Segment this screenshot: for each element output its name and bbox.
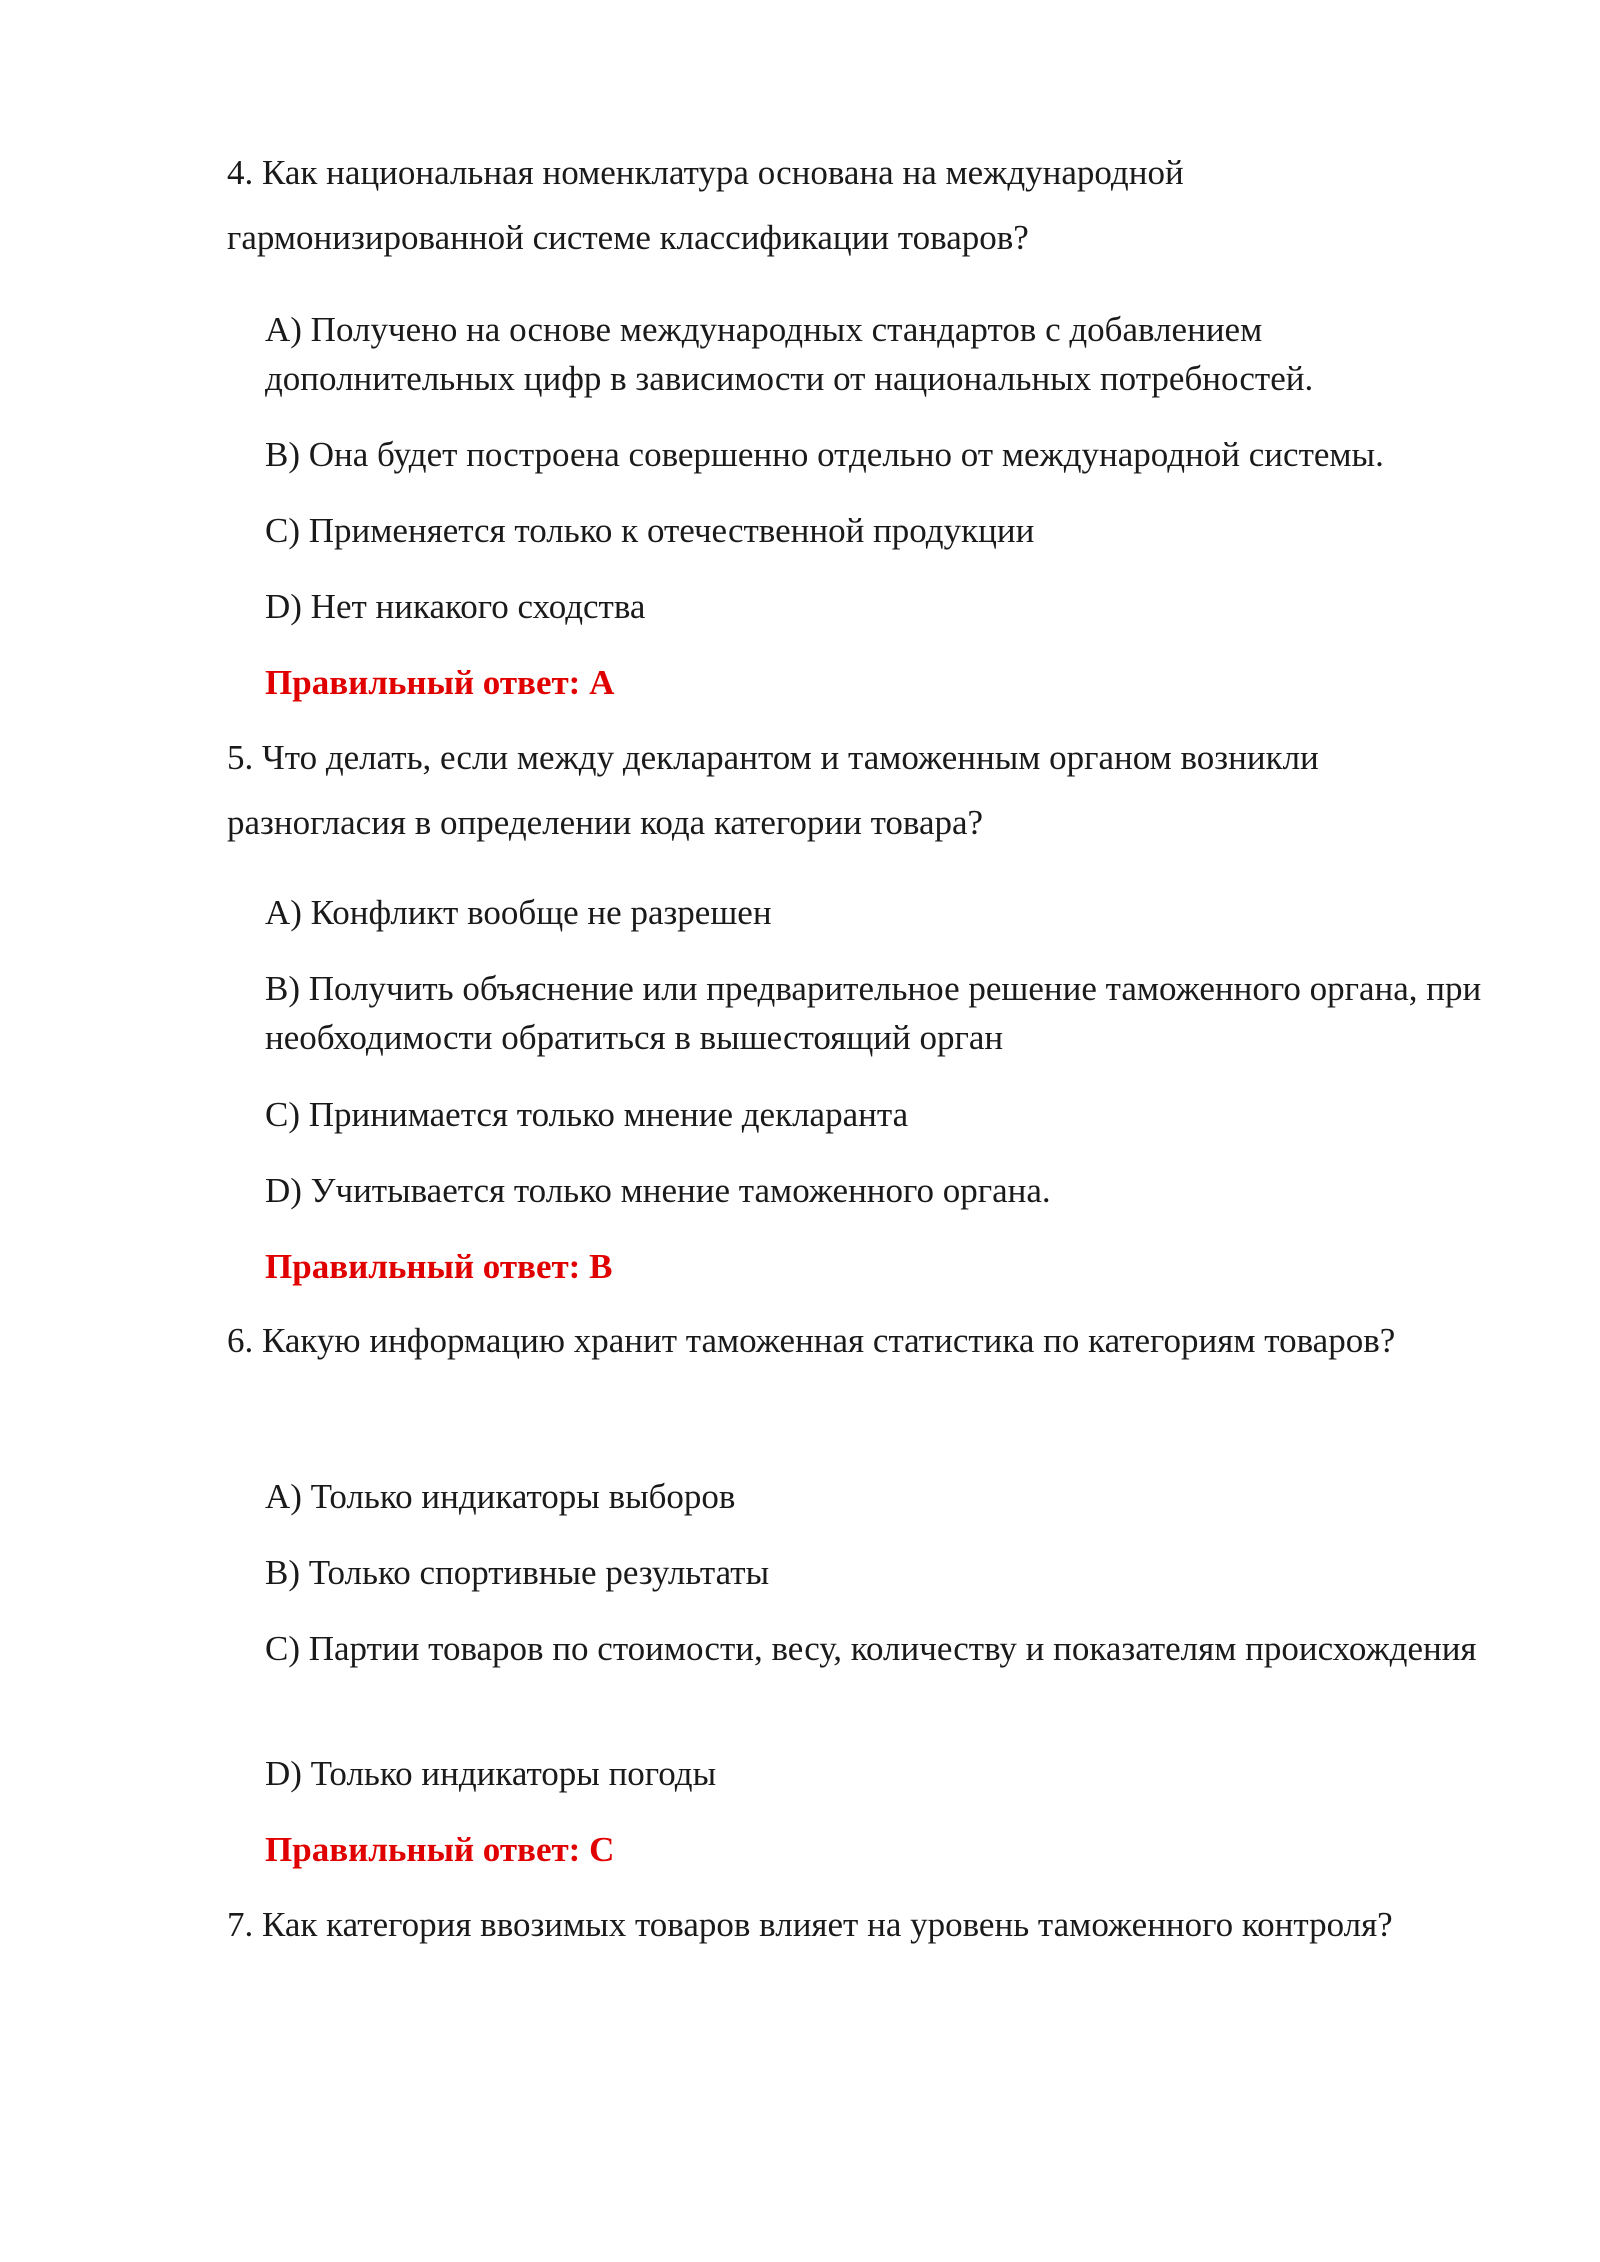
question-5-text: 5. Что делать, если между декларантом и таможенным органом возникли разногласия в определении кода категории товара?	[227, 738, 1319, 842]
question-4-correct-answer: Правильный ответ: A	[265, 663, 615, 702]
question-6-option-a: A) Только индикаторы выборов	[265, 1477, 736, 1516]
question-4-option-a: A) Получено на основе международных стандартов с добавлением дополнительных цифр в зависимости от национальных потребностей.	[265, 310, 1314, 398]
question-4-text: 4. Как национальная номенклатура основана на международной гармонизированной системе классификации товаров?	[227, 153, 1184, 257]
question-4-option-d: D) Нет никакого сходства	[265, 587, 646, 626]
question-4-option-b: B) Она будет построена совершенно отдельно от международной системы.	[265, 435, 1384, 474]
question-6-correct-answer: Правильный ответ: C	[265, 1830, 615, 1869]
question-6-text: 6. Какую информацию хранит таможенная статистика по категориям товаров?	[227, 1321, 1396, 1360]
question-6-option-c: C) Партии товаров по стоимости, весу, количеству и показателям происхождения	[265, 1629, 1477, 1668]
question-4-option-c: C) Применяется только к отечественной продукции	[265, 511, 1035, 550]
question-6-option-d: D) Только индикаторы погоды	[265, 1754, 717, 1793]
question-5-correct-answer: Правильный ответ: B	[265, 1247, 613, 1286]
question-5-option-a: A) Конфликт вообще не разрешен	[265, 893, 772, 932]
question-6-option-b: B) Только спортивные результаты	[265, 1553, 770, 1592]
question-5-option-b: B) Получить объяснение или предварительное решение таможенного органа, при необходимости обратиться в вышестоящий орган	[265, 969, 1482, 1057]
question-5-option-d: D) Учитывается только мнение таможенного органа.	[265, 1171, 1051, 1210]
question-7-text: 7. Как категория ввозимых товаров влияет на уровень таможенного контроля?	[227, 1905, 1393, 1944]
question-5-option-c: C) Принимается только мнение декларанта	[265, 1095, 909, 1134]
